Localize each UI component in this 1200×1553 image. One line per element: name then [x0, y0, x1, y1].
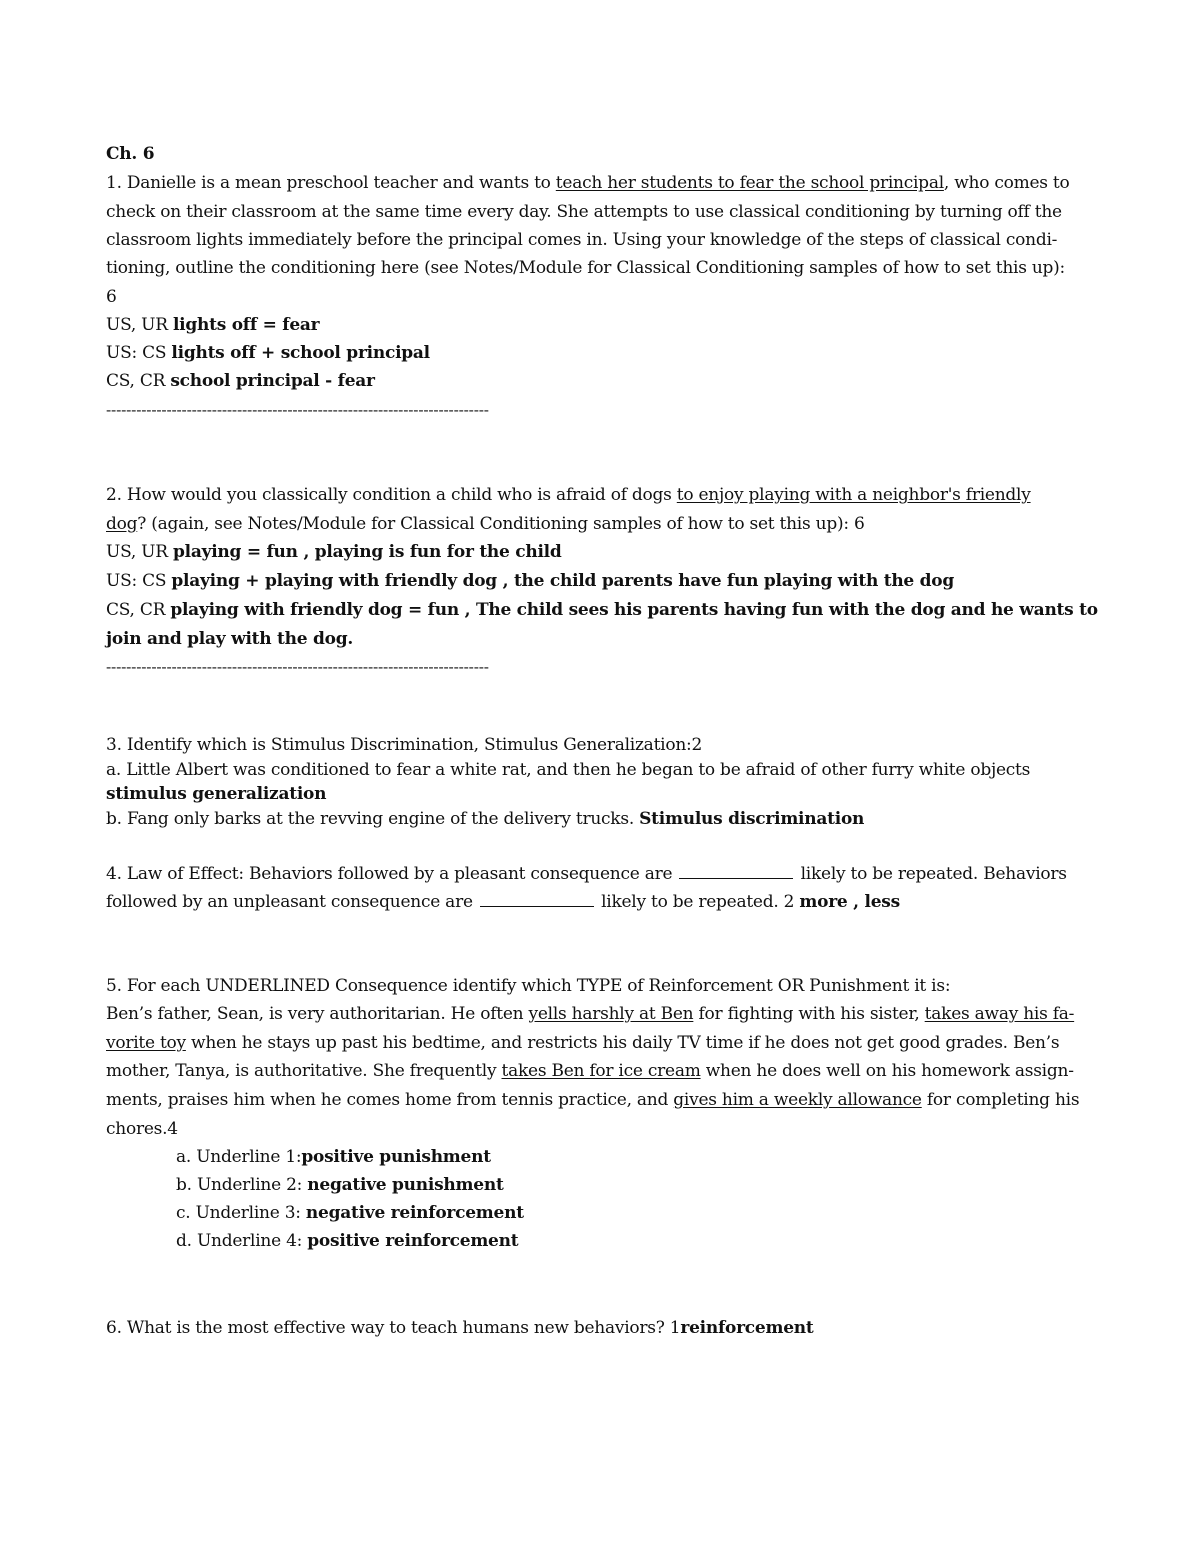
- q5-answer-b: b. Underline 2: negative punishment: [176, 1175, 504, 1195]
- chapter-heading: Ch. 6: [106, 144, 155, 164]
- q2-answer-2: US: CS playing + playing with friendly dog , the child parents have fun playing with the dog: [106, 571, 955, 591]
- q5-line-6: chores.4: [106, 1119, 178, 1139]
- q1-answer-1: US, UR lights off = fear: [106, 315, 320, 335]
- q1-answer-3: CS, CR school principal - fear: [106, 371, 375, 391]
- q1-line-3: classroom lights immediately before the principal comes in. Using your knowledge of the steps of classical condi-: [106, 230, 1058, 250]
- q5-answer-d: d. Underline 4: positive reinforcement: [176, 1231, 519, 1251]
- q3-answer-a: stimulus generalization: [106, 784, 327, 804]
- q1-line-1: 1. Danielle is a mean preschool teacher and wants to teach her students to fear the school principal, who comes to: [106, 173, 1070, 193]
- q3-item-b: b. Fang only barks at the revving engine of the delivery trucks. Stimulus discrimination: [106, 809, 865, 829]
- q5-line-4: mother, Tanya, is authoritative. She frequently takes Ben for ice cream when he does well on his homework assign-: [106, 1061, 1074, 1081]
- q1-line-2: check on their classroom at the same time every day. She attempts to use classical conditioning by turning off the: [106, 202, 1062, 222]
- q2-answer-3-cont: join and play with the dog.: [106, 629, 354, 649]
- q1-separator: ----------------------------------------------------------------------------: [106, 401, 489, 419]
- q1-line-5: 6: [106, 287, 117, 307]
- answer-blank: [679, 862, 793, 879]
- q2-answer-1: US, UR playing = fun , playing is fun for the child: [106, 542, 562, 562]
- q2-answer-3: CS, CR playing with friendly dog = fun , The child sees his parents having fun with the dog and he wants to: [106, 600, 1098, 620]
- answer-blank: [480, 890, 594, 907]
- q1-answer-2: US: CS lights off + school principal: [106, 343, 430, 363]
- q4-line-2: followed by an unpleasant consequence are likely to be repeated. 2 more , less: [106, 892, 900, 912]
- q2-separator: ----------------------------------------------------------------------------: [106, 658, 489, 676]
- q5-line-5: ments, praises him when he comes home from tennis practice, and gives him a weekly allowance for completing his: [106, 1090, 1080, 1110]
- q5-line-2: Ben’s father, Sean, is very authoritarian. He often yells harshly at Ben for fighting with his sister, takes away his fa-: [106, 1004, 1075, 1024]
- q5-answer-c: c. Underline 3: negative reinforcement: [176, 1203, 524, 1223]
- q5-line-3: vorite toy when he stays up past his bedtime, and restricts his daily TV time if he does not get good grades. Ben’s: [106, 1033, 1060, 1053]
- q2-line-1: 2. How would you classically condition a child who is afraid of dogs to enjoy playing with a neighbor's friendly: [106, 485, 1031, 505]
- q2-line-2: dog? (again, see Notes/Module for Classical Conditioning samples of how to set this up): 6: [106, 514, 865, 534]
- q1-line-4: tioning, outline the conditioning here (see Notes/Module for Classical Conditioning samples of how to set this up):: [106, 258, 1066, 278]
- q5-answer-a: a. Underline 1:positive punishment: [176, 1147, 491, 1167]
- q4-line-1: 4. Law of Effect: Behaviors followed by a pleasant consequence are likely to be repeated. Behaviors: [106, 864, 1067, 884]
- q5-line-1: 5. For each UNDERLINED Consequence identify which TYPE of Reinforcement OR Punishment it is:: [106, 976, 951, 996]
- q3-item-a: a. Little Albert was conditioned to fear a white rat, and then he began to be afraid of other furry white objects: [106, 760, 1031, 780]
- q3-line-1: 3. Identify which is Stimulus Discrimination, Stimulus Generalization:2: [106, 735, 703, 755]
- q6-line: 6. What is the most effective way to teach humans new behaviors? 1reinforcement: [106, 1318, 814, 1338]
